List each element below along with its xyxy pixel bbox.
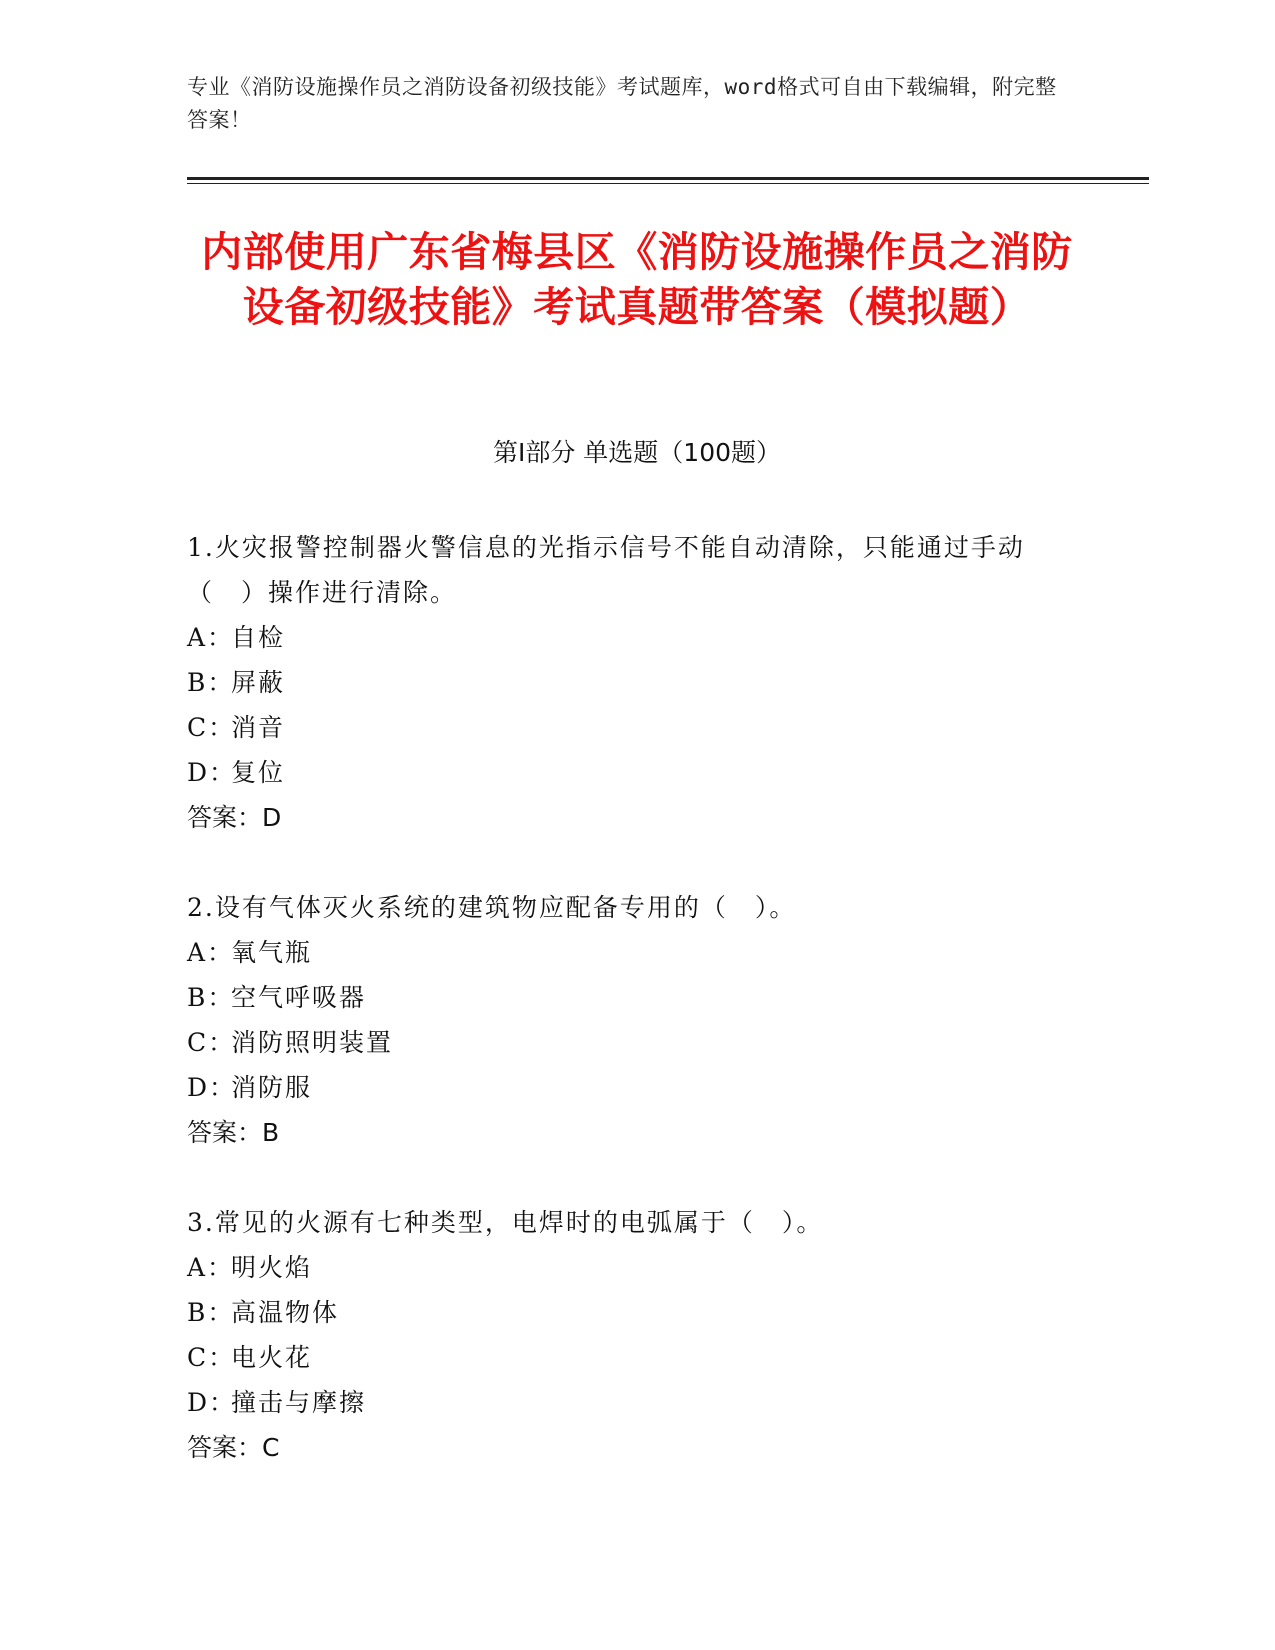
option-key: D： — [187, 1073, 237, 1102]
option-a — [187, 615, 1087, 660]
option-text: 消防照明装置 — [231, 1028, 394, 1057]
question-list — [187, 525, 1087, 1515]
option-key: C： — [187, 713, 236, 742]
option-key: C： — [187, 1343, 236, 1372]
option-key: C： — [187, 1028, 236, 1057]
option-b — [187, 1290, 1087, 1335]
question-answer: 答案：B — [187, 1118, 280, 1147]
option-text: 消防服 — [231, 1073, 313, 1102]
header-divider-thick — [187, 177, 1149, 180]
option-key: A： — [187, 938, 235, 967]
option-text: 高温物体 — [231, 1298, 340, 1327]
option-text: 自检 — [231, 623, 286, 652]
option-text: 明火焰 — [231, 1253, 313, 1282]
option-key: B： — [187, 668, 235, 697]
option-key: D： — [187, 758, 237, 787]
option-text: 撞击与摩擦 — [231, 1388, 367, 1417]
option-c — [187, 1020, 1087, 1065]
option-key: A： — [187, 623, 235, 652]
option-text: 空气呼吸器 — [231, 983, 367, 1012]
question-stem: 2.设有气体灭火系统的建筑物应配备专用的（ ）。 — [187, 893, 797, 922]
option-text: 消音 — [231, 713, 286, 742]
header-note: 专业《消防设施操作员之消防设备初级技能》考试题库，word格式可自由下载编辑，附完整答案！ — [187, 75, 1057, 132]
option-d — [187, 1065, 1087, 1110]
option-d — [187, 750, 1087, 795]
option-c — [187, 1335, 1087, 1380]
document-title: 内部使用广东省梅县区《消防设施操作员之消防设备初级技能》考试真题带答案（模拟题） — [201, 228, 1073, 331]
option-a — [187, 930, 1087, 975]
option-text: 电火花 — [231, 1343, 313, 1372]
question-answer: 答案：C — [187, 1433, 280, 1462]
question-stem: 3.常见的火源有七种类型，电焊时的电弧属于（ ）。 — [187, 1208, 824, 1237]
option-d — [187, 1380, 1087, 1425]
option-key: B： — [187, 1298, 235, 1327]
option-text: 氧气瓶 — [231, 938, 313, 967]
question-stem: 1.火灾报警控制器火警信息的光指示信号不能自动清除，只能通过手动（ ）操作进行清除。 — [187, 533, 1025, 607]
header-divider-thin — [187, 183, 1149, 184]
option-key: B： — [187, 983, 235, 1012]
option-c — [187, 705, 1087, 750]
option-text: 复位 — [231, 758, 286, 787]
option-key: D： — [187, 1388, 237, 1417]
option-a — [187, 1245, 1087, 1290]
option-b — [187, 975, 1087, 1020]
option-b — [187, 660, 1087, 705]
question-1 — [187, 525, 1087, 840]
question-3 — [187, 1200, 1087, 1470]
section-title: 第Ⅰ部分 单选题（100题） — [492, 438, 782, 467]
question-answer: 答案：D — [187, 803, 282, 832]
question-2 — [187, 885, 1087, 1155]
option-key: A： — [187, 1253, 235, 1282]
option-text: 屏蔽 — [231, 668, 286, 697]
